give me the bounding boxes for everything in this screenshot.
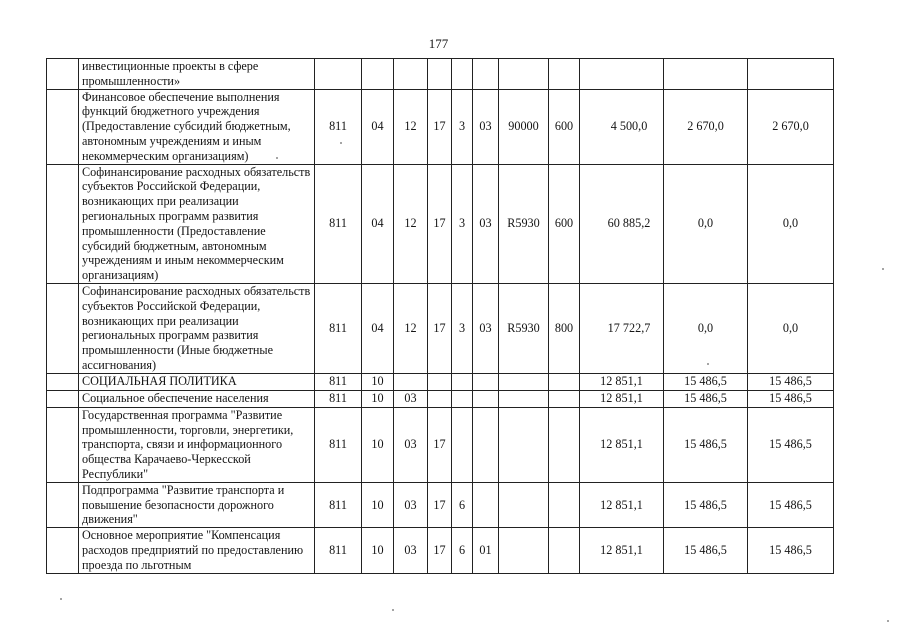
table-row [47,482,834,527]
direction-code-cell: R5930 [499,283,549,373]
amount-year-3-cell: 0,0 [748,164,834,283]
subprogram-code-cell: 3 [452,283,473,373]
section-code-cell: 10 [362,407,394,482]
subsection-code-cell: 03 [394,390,428,407]
section-code-cell: 10 [362,482,394,527]
direction-code-cell [499,482,549,527]
budget-table [46,58,834,574]
row-number-cell [47,89,79,164]
budget-table-body [47,59,834,574]
amount-year-1-cell: 60 885,2 [580,164,664,283]
admin-code-cell: 811 [315,528,362,573]
amount-year-2-cell: 15 486,5 [664,407,748,482]
amount-year-1-cell: 12 851,1 [580,373,664,390]
expense-name-cell: Социальное обеспечение населения [79,390,315,407]
event-code-cell: 03 [473,283,499,373]
table-row [47,373,834,390]
amount-year-3-cell: 15 486,5 [748,373,834,390]
subprogram-code-cell: 6 [452,482,473,527]
row-number-cell [47,528,79,573]
table-row [47,59,834,90]
direction-code-cell [499,59,549,90]
subsection-code-cell [394,59,428,90]
amount-year-1-cell: 12 851,1 [580,482,664,527]
expense-type-cell: 600 [549,89,580,164]
amount-year-1-cell: 12 851,1 [580,390,664,407]
subprogram-code-cell [452,390,473,407]
event-code-cell [473,373,499,390]
admin-code-cell: 811 [315,390,362,407]
event-code-cell: 03 [473,89,499,164]
amount-year-2-cell: 15 486,5 [664,528,748,573]
section-code-cell: 04 [362,89,394,164]
direction-code-cell: 90000 [499,89,549,164]
subprogram-code-cell: 3 [452,164,473,283]
amount-year-3-cell: 0,0 [748,283,834,373]
program-code-cell [428,59,452,90]
amount-year-2-cell: 15 486,5 [664,373,748,390]
expense-type-cell: 800 [549,283,580,373]
subsection-code-cell: 12 [394,283,428,373]
section-code-cell: 10 [362,373,394,390]
admin-code-cell: 811 [315,482,362,527]
event-code-cell [473,59,499,90]
table-row [47,528,834,573]
amount-year-1-cell: 17 722,7 [580,283,664,373]
direction-code-cell [499,390,549,407]
table-row [47,283,834,373]
expense-name-cell: Финансовое обеспечение выполнения функций бюджетного учреждения (Предоставление субсидий бюджетным, автономным учреждениям и иным некоммерческим организациям) [79,89,315,164]
amount-year-3-cell [748,59,834,90]
event-code-cell: 03 [473,164,499,283]
amount-year-2-cell: 2 670,0 [664,89,748,164]
program-code-cell: 17 [428,89,452,164]
section-code-cell: 10 [362,390,394,407]
expense-type-cell: 600 [549,164,580,283]
amount-year-1-cell: 4 500,0 [580,89,664,164]
event-code-cell [473,482,499,527]
section-code-cell [362,59,394,90]
admin-code-cell: 811 [315,373,362,390]
expense-name-cell: Основное мероприятие "Компенсация расходов предприятий по предоставлению проезда по льготным [79,528,315,573]
program-code-cell: 17 [428,528,452,573]
amount-year-2-cell: 15 486,5 [664,390,748,407]
admin-code-cell: 811 [315,164,362,283]
subprogram-code-cell [452,373,473,390]
direction-code-cell [499,407,549,482]
section-code-cell: 04 [362,164,394,283]
subprogram-code-cell: 3 [452,89,473,164]
expense-name-cell: Софинансирование расходных обязательств субъектов Российской Федерации, возникающих при реализации региональных программ развития промышленности (Иные бюджетные ассигнования) [79,283,315,373]
admin-code-cell [315,59,362,90]
row-number-cell [47,283,79,373]
program-code-cell: 17 [428,482,452,527]
table-row [47,164,834,283]
event-code-cell: 01 [473,528,499,573]
program-code-cell: 17 [428,164,452,283]
subprogram-code-cell [452,59,473,90]
table-row [47,390,834,407]
row-number-cell [47,164,79,283]
event-code-cell [473,390,499,407]
expense-name-cell: Софинансирование расходных обязательств субъектов Российской Федерации, возникающих при реализации региональных программ развития промышленности (Предоставление субсидий бюджетным, автономным учреждениям и иным некоммерческим организациям) [79,164,315,283]
expense-type-cell [549,528,580,573]
section-code-cell: 10 [362,528,394,573]
expense-name-cell: Государственная программа "Развитие промышленности, торговли, энергетики, транспорта, связи и информационного общества Карачаево-Черкесской Республики" [79,407,315,482]
expense-type-cell [549,59,580,90]
subsection-code-cell [394,373,428,390]
subsection-code-cell: 12 [394,89,428,164]
direction-code-cell [499,373,549,390]
amount-year-1-cell: 12 851,1 [580,407,664,482]
section-code-cell: 04 [362,283,394,373]
amount-year-2-cell [664,59,748,90]
amount-year-3-cell: 15 486,5 [748,407,834,482]
row-number-cell [47,482,79,527]
expense-type-cell [549,482,580,527]
subsection-code-cell: 03 [394,482,428,527]
amount-year-2-cell: 0,0 [664,283,748,373]
expense-type-cell [549,407,580,482]
row-number-cell [47,390,79,407]
admin-code-cell: 811 [315,407,362,482]
expense-name-cell: Подпрограмма "Развитие транспорта и повышение безопасности дорожного движения" [79,482,315,527]
admin-code-cell: 811 [315,283,362,373]
subprogram-code-cell: 6 [452,528,473,573]
expense-name-cell: СОЦИАЛЬНАЯ ПОЛИТИКА [79,373,315,390]
direction-code-cell [499,528,549,573]
table-row [47,89,834,164]
page-number: 177 [428,36,449,51]
subprogram-code-cell [452,407,473,482]
direction-code-cell: R5930 [499,164,549,283]
amount-year-2-cell: 0,0 [664,164,748,283]
row-number-cell [47,59,79,90]
subsection-code-cell: 03 [394,528,428,573]
amount-year-1-cell: 12 851,1 [580,528,664,573]
row-number-cell [47,373,79,390]
amount-year-1-cell [580,59,664,90]
amount-year-2-cell: 15 486,5 [664,482,748,527]
program-code-cell: 17 [428,283,452,373]
expense-name-cell: инвестиционные проекты в сфере промышленности» [79,59,315,90]
amount-year-3-cell: 15 486,5 [748,528,834,573]
row-number-cell [47,407,79,482]
expense-type-cell [549,390,580,407]
program-code-cell [428,390,452,407]
amount-year-3-cell: 2 670,0 [748,89,834,164]
admin-code-cell: 811 [315,89,362,164]
program-code-cell: 17 [428,407,452,482]
amount-year-3-cell: 15 486,5 [748,390,834,407]
subsection-code-cell: 12 [394,164,428,283]
program-code-cell [428,373,452,390]
table-row [47,407,834,482]
amount-year-3-cell: 15 486,5 [748,482,834,527]
subsection-code-cell: 03 [394,407,428,482]
event-code-cell [473,407,499,482]
expense-type-cell [549,373,580,390]
